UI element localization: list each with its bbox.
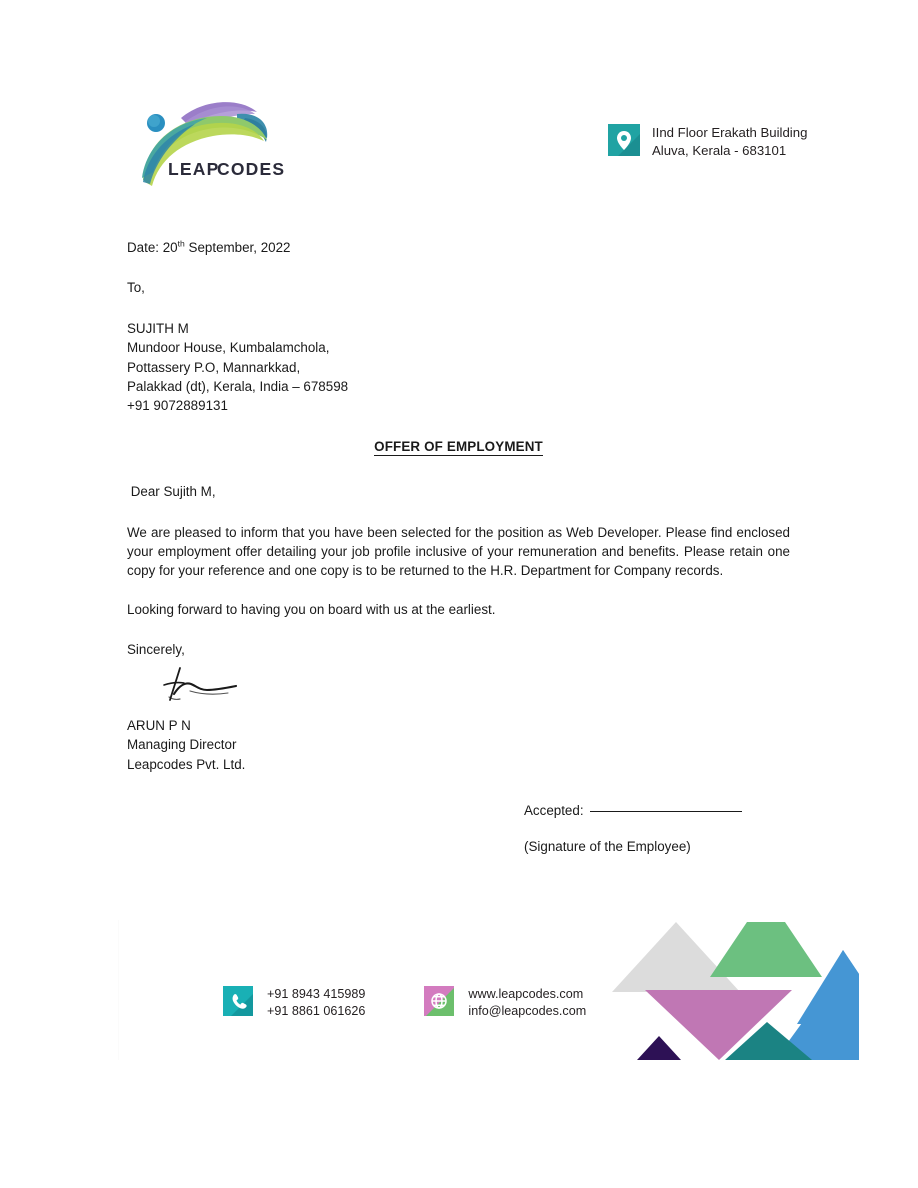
website-url[interactable]: www.leapcodes.com [468,987,584,1001]
recipient-line: +91 9072889131 [127,398,228,414]
handwritten-signature [160,664,260,710]
signer-name: ARUN P N [127,717,191,733]
address-line-1: IInd Floor Erakath Building [652,125,808,140]
recipient-line: Palakkad (dt), Kerala, India – 678598 [127,379,349,395]
signer-company: Leapcodes Pvt. Ltd. [127,756,246,772]
letter-body [127,238,790,774]
recipient-address [127,319,790,416]
letter-date [127,238,790,257]
accepted-signature-line[interactable] [590,811,742,812]
closing-line: Looking forward to having you on board with us at the earliest. [127,601,496,617]
signer-title: Managing Director [127,737,237,753]
body-paragraph: We are pleased to inform that you have been selected for the position as Web Developer. Please find enclosed your employment offer detailing your job profile inclusive of your remuneration and benefits. Please retain one copy for your reference and one copy is to be returned to the H.R. Department for Company records. [127,524,790,579]
phone-line-2: +91 8861 061626 [267,1004,366,1018]
phone-icon [223,986,255,1018]
date-prefix: Date: 20 [127,240,178,255]
accepted-row [524,801,742,820]
signer-block [127,716,790,774]
phone-numbers [267,986,365,1020]
letter-title [127,437,790,456]
phone-line-1: +91 8943 415989 [267,987,366,1001]
footer-contacts [223,986,586,1020]
recipient-line: Pottassery P.O, Mannarkkad, [127,359,301,375]
contact-web [424,986,586,1020]
email-address[interactable]: info@leapcodes.com [468,1004,587,1018]
sincerely-line: Sincerely, [127,642,185,658]
web-contacts [468,986,586,1020]
header-address-text [652,124,807,159]
letter-title-text: OFFER OF EMPLOYMENT [374,438,543,454]
company-logo [133,96,285,190]
map-pin-icon [608,124,640,156]
to-label: To, [127,280,145,296]
date-suffix: September, 2022 [184,240,291,255]
date-ordinal-suffix: th [177,238,185,249]
svg-text:LEAP: LEAP [168,159,220,179]
svg-text:CODES: CODES [217,159,285,179]
footer-decoration [607,912,859,1060]
address-line-2: Aluva, Kerala - 683101 [652,142,787,158]
employee-signature-caption: (Signature of the Employee) [524,839,691,854]
recipient-line: SUJITH M [127,320,189,336]
recipient-line: Mundoor House, Kumbalamchola, [127,340,330,356]
accepted-label: Accepted: [524,803,584,818]
signature-area [127,660,790,716]
header-address [608,124,807,159]
contact-phone [223,986,365,1020]
salutation: Dear Sujith M, [127,484,216,500]
footer-triangles-graphic [607,912,859,1060]
leap-codes-logo-mark [133,96,285,190]
globe-icon [424,986,456,1018]
